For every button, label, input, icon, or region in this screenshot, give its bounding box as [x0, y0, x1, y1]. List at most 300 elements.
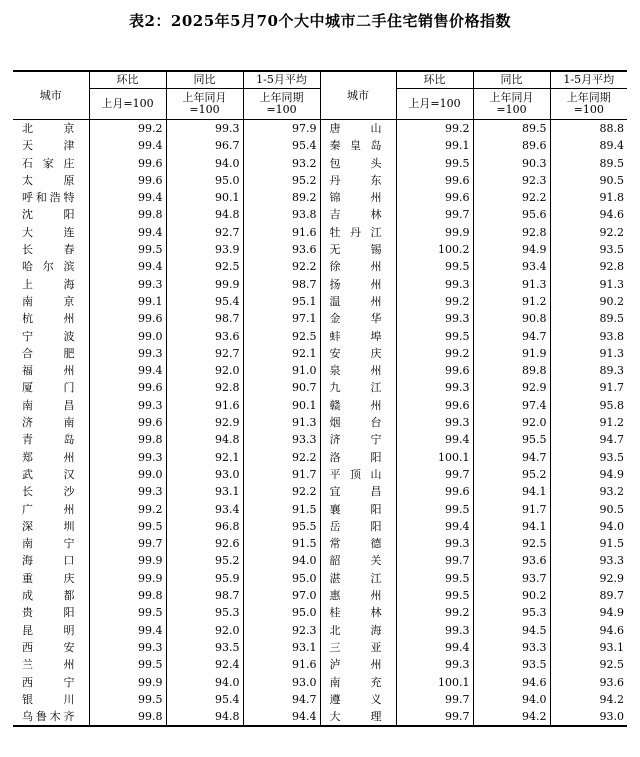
table-row	[13, 345, 627, 362]
avg-value-left: 92.1	[243, 345, 320, 362]
page-title: 表2：2025年5月70个大中城市二手住宅销售价格指数	[129, 12, 511, 30]
table-row	[13, 570, 627, 587]
avg-value-right: 95.8	[550, 397, 627, 414]
avg-value-right: 93.8	[550, 328, 627, 345]
city-name-left: 福州	[22, 364, 75, 378]
yoy-value-right: 91.2	[473, 293, 550, 310]
avg-value-right: 94.6	[550, 622, 627, 639]
avg-value-left: 92.2	[243, 258, 320, 275]
city-name-left: 兰州	[22, 658, 75, 672]
yoy-value-right: 92.8	[473, 224, 550, 241]
mom-value-right: 99.2	[396, 345, 473, 362]
mom-value-right: 99.6	[396, 172, 473, 189]
table-row	[13, 328, 627, 345]
table-row	[13, 535, 627, 552]
table-row	[13, 552, 627, 569]
table-row	[13, 656, 627, 673]
header-city-right: 城市	[320, 71, 396, 120]
mom-value-right: 99.9	[396, 224, 473, 241]
avg-value-right: 91.3	[550, 276, 627, 293]
avg-value-right: 93.5	[550, 449, 627, 466]
yoy-value-left: 94.0	[166, 674, 243, 691]
mom-value-left: 99.6	[89, 379, 166, 396]
header-avg-sub-line1: 上年同期	[259, 91, 304, 104]
yoy-value-left: 95.9	[166, 570, 243, 587]
header-avg-sub-line2: =100	[573, 103, 604, 116]
city-name-left: 沈阳	[22, 208, 75, 222]
yoy-value-right: 90.8	[473, 310, 550, 327]
yoy-value-left: 95.4	[166, 691, 243, 708]
avg-value-left: 94.7	[243, 691, 320, 708]
table-row	[13, 137, 627, 154]
city-name-left: 石家庄	[22, 156, 75, 170]
header-mom-left: 环比	[89, 71, 166, 89]
mom-value-left: 99.5	[89, 241, 166, 258]
header-yoy-right: 同比	[473, 71, 550, 89]
mom-value-right: 99.2	[396, 604, 473, 621]
mom-value-left: 99.6	[89, 172, 166, 189]
yoy-value-left: 92.5	[166, 258, 243, 275]
mom-value-right: 99.6	[396, 362, 473, 379]
mom-value-left: 99.9	[89, 552, 166, 569]
avg-value-right: 93.3	[550, 552, 627, 569]
table-row	[13, 466, 627, 483]
header-mom-sub-right: 上月=100	[396, 89, 473, 120]
table-row	[13, 241, 627, 258]
city-name-left: 北京	[22, 122, 75, 135]
yoy-value-left: 95.4	[166, 293, 243, 310]
city-name-right: 徐州	[320, 258, 396, 275]
header-mom-right: 环比	[396, 71, 473, 89]
header-yoy-sub-line2: =100	[496, 103, 527, 116]
avg-value-right: 91.3	[550, 345, 627, 362]
mom-value-left: 99.0	[89, 466, 166, 483]
city-name-right: 吉林	[320, 206, 396, 223]
avg-value-right: 89.3	[550, 362, 627, 379]
avg-value-right: 91.8	[550, 189, 627, 206]
city-name-right: 安庆	[320, 345, 396, 362]
avg-value-left: 92.5	[243, 328, 320, 345]
yoy-value-right: 93.6	[473, 552, 550, 569]
table-row	[13, 276, 627, 293]
city-name-right: 北海	[320, 622, 396, 639]
yoy-value-left: 92.1	[166, 449, 243, 466]
city-name-left: 南京	[22, 294, 75, 308]
mom-value-right: 99.3	[396, 276, 473, 293]
mom-value-left: 99.7	[89, 535, 166, 552]
yoy-value-right: 94.9	[473, 241, 550, 258]
city-name-left: 太原	[22, 173, 75, 187]
mom-value-left: 99.5	[89, 518, 166, 535]
mom-value-right: 100.1	[396, 674, 473, 691]
mom-value-right: 100.2	[396, 241, 473, 258]
mom-value-left: 99.3	[89, 449, 166, 466]
yoy-value-left: 99.3	[166, 120, 243, 138]
city-name-right: 宜昌	[320, 483, 396, 500]
city-name-right: 惠州	[320, 587, 396, 604]
yoy-value-right: 97.4	[473, 397, 550, 414]
city-name-right: 锦州	[320, 189, 396, 206]
mom-value-right: 99.5	[396, 258, 473, 275]
avg-value-left: 95.5	[243, 518, 320, 535]
mom-value-left: 99.2	[89, 120, 166, 138]
yoy-value-left: 94.8	[166, 206, 243, 223]
yoy-value-left: 94.8	[166, 708, 243, 726]
city-name-right: 三亚	[320, 639, 396, 656]
yoy-value-right: 94.2	[473, 708, 550, 726]
table-row	[13, 155, 627, 172]
header-city-left: 城市	[13, 71, 89, 120]
city-name-right: 遵义	[320, 691, 396, 708]
city-name-left: 杭州	[22, 312, 75, 326]
table-row	[13, 189, 627, 206]
table-row	[13, 379, 627, 396]
avg-value-right: 92.9	[550, 570, 627, 587]
city-name-left: 宁波	[22, 329, 75, 343]
avg-value-right: 91.7	[550, 379, 627, 396]
table-row	[13, 293, 627, 310]
header-avg-sub-line1: 上年同期	[566, 91, 611, 104]
header-yoy-sub-right	[473, 89, 550, 120]
table-row	[13, 120, 627, 138]
yoy-value-right: 92.9	[473, 379, 550, 396]
mom-value-right: 99.5	[396, 501, 473, 518]
avg-value-right: 89.4	[550, 137, 627, 154]
yoy-value-left: 92.7	[166, 224, 243, 241]
yoy-value-left: 90.1	[166, 189, 243, 206]
avg-value-right: 92.5	[550, 656, 627, 673]
yoy-value-right: 95.2	[473, 466, 550, 483]
yoy-value-left: 93.5	[166, 639, 243, 656]
mom-value-left: 99.2	[89, 501, 166, 518]
avg-value-right: 94.9	[550, 604, 627, 621]
city-name-left: 呼和浩特	[22, 191, 75, 205]
yoy-value-right: 91.9	[473, 345, 550, 362]
mom-value-right: 99.4	[396, 518, 473, 535]
avg-value-right: 93.1	[550, 639, 627, 656]
city-name-right: 济宁	[320, 431, 396, 448]
table-row	[13, 501, 627, 518]
yoy-value-right: 89.6	[473, 137, 550, 154]
yoy-value-left: 93.6	[166, 328, 243, 345]
avg-value-left: 93.1	[243, 639, 320, 656]
yoy-value-right: 91.7	[473, 501, 550, 518]
city-name-right: 温州	[320, 293, 396, 310]
yoy-value-right: 95.5	[473, 431, 550, 448]
avg-value-left: 93.3	[243, 431, 320, 448]
mom-value-left: 99.5	[89, 604, 166, 621]
city-name-left: 大连	[22, 225, 75, 239]
header-avg-sub-left	[243, 89, 320, 120]
header-yoy-left: 同比	[166, 71, 243, 89]
mom-value-left: 99.4	[89, 362, 166, 379]
city-name-right: 牡丹江	[320, 224, 396, 241]
yoy-value-left: 94.8	[166, 431, 243, 448]
mom-value-right: 99.2	[396, 293, 473, 310]
city-name-right: 金华	[320, 310, 396, 327]
mom-value-left: 99.8	[89, 431, 166, 448]
yoy-value-right: 95.3	[473, 604, 550, 621]
table-row	[13, 622, 627, 639]
avg-value-left: 92.2	[243, 449, 320, 466]
mom-value-left: 99.9	[89, 570, 166, 587]
avg-value-right: 94.9	[550, 466, 627, 483]
table-row	[13, 258, 627, 275]
city-name-left: 乌鲁木齐	[13, 708, 89, 726]
table-row	[13, 587, 627, 604]
mom-value-left: 99.6	[89, 414, 166, 431]
yoy-value-right: 94.7	[473, 328, 550, 345]
avg-value-left: 91.6	[243, 656, 320, 673]
yoy-value-left: 98.7	[166, 310, 243, 327]
mom-value-right: 99.6	[396, 189, 473, 206]
yoy-value-left: 92.7	[166, 345, 243, 362]
mom-value-right: 99.3	[396, 535, 473, 552]
mom-value-right: 99.7	[396, 708, 473, 726]
avg-value-left: 97.0	[243, 587, 320, 604]
city-name-right: 湛江	[320, 570, 396, 587]
avg-value-left: 92.3	[243, 622, 320, 639]
yoy-value-left: 92.0	[166, 622, 243, 639]
header-yoy-sub-line1: 上年同月	[489, 91, 534, 104]
yoy-value-right: 92.0	[473, 414, 550, 431]
avg-value-right: 90.2	[550, 293, 627, 310]
mom-value-right: 99.1	[396, 137, 473, 154]
avg-value-left: 93.0	[243, 674, 320, 691]
mom-value-right: 99.2	[396, 120, 473, 138]
table-row	[13, 310, 627, 327]
city-name-left: 成都	[22, 589, 75, 603]
yoy-value-right: 93.3	[473, 639, 550, 656]
avg-value-right: 93.0	[550, 708, 627, 726]
city-name-left: 海口	[22, 554, 75, 568]
mom-value-left: 99.4	[89, 189, 166, 206]
mom-value-right: 99.7	[396, 691, 473, 708]
avg-value-left: 95.0	[243, 604, 320, 621]
yoy-value-right: 93.7	[473, 570, 550, 587]
yoy-value-left: 91.6	[166, 397, 243, 414]
city-name-right: 包头	[320, 155, 396, 172]
city-name-left: 重庆	[22, 571, 75, 585]
avg-value-left: 93.2	[243, 155, 320, 172]
avg-value-right: 91.5	[550, 535, 627, 552]
mom-value-left: 99.6	[89, 310, 166, 327]
mom-value-left: 99.4	[89, 224, 166, 241]
yoy-value-right: 94.5	[473, 622, 550, 639]
city-name-left: 西安	[22, 640, 75, 654]
mom-value-right: 99.7	[396, 466, 473, 483]
avg-value-right: 93.6	[550, 674, 627, 691]
mom-value-left: 99.5	[89, 691, 166, 708]
avg-value-right: 89.5	[550, 155, 627, 172]
header-avg-left: 1-5月平均	[243, 71, 320, 89]
yoy-value-right: 94.0	[473, 691, 550, 708]
yoy-value-right: 93.5	[473, 656, 550, 673]
avg-value-left: 98.7	[243, 276, 320, 293]
city-name-left: 合肥	[22, 346, 75, 360]
avg-value-left: 95.2	[243, 172, 320, 189]
city-name-left: 武汉	[22, 467, 75, 481]
header-yoy-sub-line1: 上年同月	[182, 91, 227, 104]
table-row	[13, 431, 627, 448]
avg-value-left: 95.4	[243, 137, 320, 154]
city-name-right: 韶关	[320, 552, 396, 569]
avg-value-left: 94.4	[243, 708, 320, 726]
yoy-value-left: 95.2	[166, 552, 243, 569]
mom-value-left: 99.5	[89, 656, 166, 673]
table-row	[13, 691, 627, 708]
city-name-right: 无锡	[320, 241, 396, 258]
mom-value-right: 99.5	[396, 587, 473, 604]
city-name-right: 泉州	[320, 362, 396, 379]
avg-value-left: 93.8	[243, 206, 320, 223]
city-name-left: 南昌	[22, 398, 75, 412]
table-row	[13, 674, 627, 691]
mom-value-right: 99.5	[396, 570, 473, 587]
mom-value-left: 99.3	[89, 397, 166, 414]
mom-value-right: 99.4	[396, 431, 473, 448]
yoy-value-left: 92.9	[166, 414, 243, 431]
city-name-right: 蚌埠	[320, 328, 396, 345]
yoy-value-right: 94.6	[473, 674, 550, 691]
avg-value-right: 94.6	[550, 206, 627, 223]
price-index-table	[13, 70, 627, 727]
yoy-value-left: 93.4	[166, 501, 243, 518]
mom-value-left: 99.1	[89, 293, 166, 310]
city-name-right: 扬州	[320, 276, 396, 293]
table-row	[13, 483, 627, 500]
avg-value-left: 91.5	[243, 535, 320, 552]
yoy-value-right: 91.3	[473, 276, 550, 293]
yoy-value-right: 92.5	[473, 535, 550, 552]
city-name-left: 南宁	[22, 537, 75, 551]
yoy-value-right: 94.1	[473, 518, 550, 535]
mom-value-right: 99.6	[396, 483, 473, 500]
avg-value-right: 94.2	[550, 691, 627, 708]
mom-value-left: 99.3	[89, 276, 166, 293]
mom-value-left: 99.3	[89, 483, 166, 500]
city-name-right: 洛阳	[320, 449, 396, 466]
avg-value-left: 91.5	[243, 501, 320, 518]
city-name-left: 广州	[22, 502, 75, 516]
city-name-left: 天津	[22, 139, 75, 153]
mom-value-right: 99.3	[396, 414, 473, 431]
table-row	[13, 639, 627, 656]
yoy-value-left: 92.8	[166, 379, 243, 396]
mom-value-right: 99.4	[396, 639, 473, 656]
mom-value-right: 99.3	[396, 622, 473, 639]
yoy-value-left: 95.3	[166, 604, 243, 621]
avg-value-left: 95.0	[243, 570, 320, 587]
mom-value-left: 99.0	[89, 328, 166, 345]
city-name-left: 厦门	[22, 381, 75, 395]
table-body	[13, 120, 627, 727]
mom-value-right: 99.3	[396, 310, 473, 327]
city-name-right: 烟台	[320, 414, 396, 431]
mom-value-left: 99.6	[89, 155, 166, 172]
mom-value-right: 100.1	[396, 449, 473, 466]
header-row-1	[13, 71, 627, 89]
mom-value-left: 99.3	[89, 345, 166, 362]
mom-value-left: 99.3	[89, 639, 166, 656]
yoy-value-right: 94.1	[473, 483, 550, 500]
city-name-right: 赣州	[320, 397, 396, 414]
yoy-value-right: 89.8	[473, 362, 550, 379]
city-name-right: 丹东	[320, 172, 396, 189]
yoy-value-right: 90.2	[473, 587, 550, 604]
avg-value-right: 89.7	[550, 587, 627, 604]
city-name-right: 秦皇岛	[320, 137, 396, 154]
header-mom-sub-left: 上月=100	[89, 89, 166, 120]
city-name-left: 济南	[22, 416, 75, 430]
city-name-left: 郑州	[22, 450, 75, 464]
city-name-left: 昆明	[22, 623, 75, 637]
avg-value-right: 93.5	[550, 241, 627, 258]
table-row	[13, 206, 627, 223]
city-name-left: 银川	[22, 692, 75, 706]
city-name-right: 唐山	[320, 120, 396, 138]
table-row	[13, 397, 627, 414]
avg-value-left: 92.2	[243, 483, 320, 500]
city-name-right: 南充	[320, 674, 396, 691]
mom-value-left: 99.9	[89, 674, 166, 691]
avg-value-right: 90.5	[550, 501, 627, 518]
header-avg-right: 1-5月平均	[550, 71, 627, 89]
city-name-left: 西宁	[22, 675, 75, 689]
avg-value-left: 90.1	[243, 397, 320, 414]
city-name-left: 青岛	[22, 433, 75, 447]
mom-value-left: 99.4	[89, 137, 166, 154]
mom-value-left: 99.8	[89, 206, 166, 223]
avg-value-right: 94.0	[550, 518, 627, 535]
table-row	[13, 604, 627, 621]
header-avg-sub-right	[550, 89, 627, 120]
yoy-value-left: 96.7	[166, 137, 243, 154]
city-name-left: 长春	[22, 243, 75, 257]
city-name-left: 贵阳	[22, 606, 75, 620]
avg-value-right: 89.5	[550, 310, 627, 327]
city-name-right: 襄阳	[320, 501, 396, 518]
yoy-value-left: 92.6	[166, 535, 243, 552]
table-row	[13, 362, 627, 379]
avg-value-left: 91.0	[243, 362, 320, 379]
avg-value-left: 97.1	[243, 310, 320, 327]
yoy-value-right: 89.5	[473, 120, 550, 138]
mom-value-left: 99.8	[89, 708, 166, 726]
avg-value-right: 88.8	[550, 120, 627, 138]
city-name-right: 平顶山	[320, 466, 396, 483]
mom-value-right: 99.5	[396, 155, 473, 172]
yoy-value-left: 94.0	[166, 155, 243, 172]
city-name-right: 九江	[320, 379, 396, 396]
avg-value-left: 89.2	[243, 189, 320, 206]
table-row	[13, 414, 627, 431]
avg-value-right: 92.8	[550, 258, 627, 275]
yoy-value-left: 93.1	[166, 483, 243, 500]
avg-value-right: 93.2	[550, 483, 627, 500]
yoy-value-right: 94.7	[473, 449, 550, 466]
mom-value-right: 99.5	[396, 328, 473, 345]
mom-value-right: 99.3	[396, 656, 473, 673]
avg-value-left: 91.6	[243, 224, 320, 241]
header-avg-sub-line2: =100	[266, 103, 297, 116]
yoy-value-left: 92.4	[166, 656, 243, 673]
avg-value-left: 97.9	[243, 120, 320, 138]
yoy-value-left: 96.8	[166, 518, 243, 535]
avg-value-left: 90.7	[243, 379, 320, 396]
table-row	[13, 708, 627, 726]
city-name-right: 大理	[320, 708, 396, 726]
